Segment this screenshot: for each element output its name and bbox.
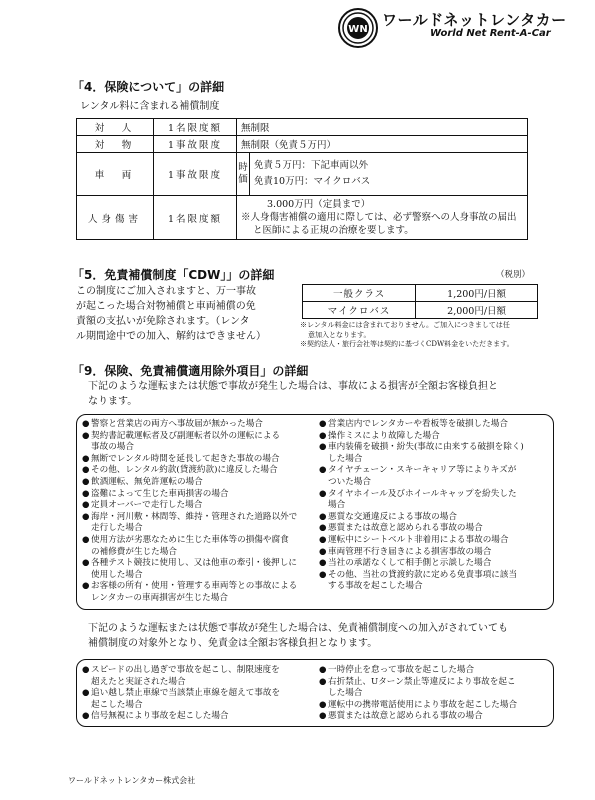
list-item — [319, 535, 551, 547]
bullet-icon: ● — [319, 534, 327, 545]
row-category: 車 両 — [77, 153, 154, 196]
list-item-line: 悪質または故意と認められる事故の場合 — [328, 523, 483, 534]
list-item-text — [91, 419, 263, 431]
list-item-line: 信号無視により事故を起こした場合 — [91, 711, 229, 722]
bullet-icon: ● — [82, 581, 90, 592]
tax-note: （税別） — [496, 270, 531, 280]
cdw-description-line: 責額の支払いが免除されます。（レンタ — [76, 316, 250, 327]
list-item — [82, 512, 314, 535]
list-item — [319, 442, 551, 465]
list-item-line: 走行した場合 — [91, 523, 143, 534]
list-item-text — [328, 677, 516, 700]
rate-label: 一般クラス — [303, 285, 416, 302]
list-item-text — [91, 581, 297, 604]
list-item-text — [91, 477, 203, 489]
list-item-text — [328, 523, 483, 535]
list-item-text — [328, 465, 516, 488]
brand-name-en: World Net Rent-A-Car — [430, 28, 551, 39]
list-item-line: スピードの出し過ぎで事故を起こし、制限速度を — [91, 665, 280, 675]
row-value — [250, 153, 528, 196]
row-value-line: 免責５万円：下記車両以外 — [254, 160, 369, 171]
list-item-line: ついた場合 — [328, 476, 371, 487]
list-item-text — [328, 442, 524, 465]
list-item-line: 定員オーバーで走行した場合 — [91, 500, 203, 511]
cdw-note: ※契約法人・旅行会社等は契約に基づくCDW料金をいただきます。 — [300, 340, 514, 348]
rate-label: マイクロバス — [303, 302, 416, 319]
list-item — [82, 477, 314, 489]
bullet-icon: ● — [319, 676, 327, 687]
exclusion-right-column — [319, 665, 551, 723]
exclusion-list-box — [76, 414, 554, 610]
cdw-notes — [300, 321, 550, 350]
bullet-icon: ● — [82, 511, 90, 522]
section4-title: 「4．保険について」の詳細 — [72, 80, 225, 94]
list-item-text — [328, 711, 483, 723]
list-item-text — [91, 454, 280, 466]
row-value-line: と医師による正規の治療を要します。 — [253, 225, 414, 236]
list-item — [319, 677, 551, 700]
list-item — [82, 489, 314, 501]
exclusion-left-column — [82, 665, 314, 723]
bullet-icon: ● — [319, 523, 327, 534]
list-item-line: 右折禁止、Uターン禁止等違反により事故を起こ — [328, 676, 516, 687]
list-item-line: タイヤチェーン・スキーキャリア等によりキズが — [328, 465, 517, 476]
row-limit-type: 1事故限度 — [154, 153, 237, 196]
list-item — [82, 688, 314, 711]
list-item-text — [91, 535, 289, 558]
section5-title: 「5．免責補償制度「CDW」」の詳細 — [72, 268, 275, 282]
section9-title: 「9．保険、免責補償適用除外項目」の詳細 — [72, 364, 309, 378]
bullet-icon: ● — [82, 488, 90, 499]
list-item — [82, 535, 314, 558]
bullet-icon: ● — [82, 430, 90, 441]
list-item-line: 悪質または故意と認められる事故の場合 — [328, 711, 483, 722]
list-item-text — [328, 512, 457, 524]
list-item-text — [91, 688, 280, 711]
row-category: 対 物 — [77, 136, 154, 153]
list-item-text — [91, 665, 280, 688]
bullet-icon: ● — [319, 546, 327, 557]
list-item — [82, 581, 314, 604]
list-item-text — [328, 558, 491, 570]
bullet-icon: ● — [82, 476, 90, 487]
row-value: 無制限（免責５万円） — [237, 136, 528, 153]
bullet-icon: ● — [319, 699, 327, 710]
section4-subtitle: レンタル料に含まれる補償制度 — [80, 101, 220, 112]
list-item-line: 海岸・河川敷・林間等、維持・管理された道路以外で — [91, 511, 298, 522]
bullet-icon: ● — [82, 711, 90, 722]
list-item-text — [328, 547, 491, 559]
row-category: 人身傷害 — [77, 196, 154, 240]
list-item — [319, 431, 551, 443]
list-item-text — [91, 711, 229, 723]
row-value-line: 3.000万円（定員まで） — [267, 199, 371, 210]
exclusion-list-box-2 — [76, 659, 554, 727]
list-item-line: 警察と営業店の両方へ事故届が無かった場合 — [91, 419, 263, 429]
bullet-icon: ● — [319, 511, 327, 522]
list-item-text — [328, 665, 474, 677]
cdw-description-line: この制度にご加入されますと、万一事故 — [76, 286, 256, 297]
bullet-icon: ● — [82, 534, 90, 545]
row-limit-type: 1名限度額 — [154, 119, 237, 136]
intro-line: 下記のような運転または状態で事故が発生した場合は、免責補償制度への加入がされていても — [88, 623, 508, 634]
list-item-line: する事故を起こした場合 — [328, 581, 423, 592]
list-item-line: 使用した場合 — [91, 569, 143, 580]
bullet-icon: ● — [82, 500, 90, 511]
bullet-icon: ● — [319, 430, 327, 441]
row-sub-label: 時価 — [237, 153, 250, 196]
bullet-icon: ● — [319, 419, 327, 429]
bullet-icon: ● — [82, 465, 90, 476]
list-item-line: お客様の所有・使用・管理する車両等との事故による — [91, 581, 298, 592]
list-item — [82, 465, 314, 477]
list-item-text — [328, 535, 508, 547]
list-item-line: 契約書記載運転者及び副運転者以外の運転による — [91, 430, 281, 441]
list-item — [82, 454, 314, 466]
row-limit-type: 1事故限度 — [154, 136, 237, 153]
list-item-text — [91, 512, 297, 535]
list-item — [319, 558, 551, 570]
list-item-line: 使用方法が劣悪なために生じた車体等の損傷や腐食 — [91, 534, 289, 545]
bullet-icon: ● — [319, 442, 327, 453]
table-row — [77, 196, 528, 240]
cdw-rate-table — [302, 284, 538, 319]
insurance-table — [76, 118, 528, 240]
bullet-icon: ● — [319, 569, 327, 580]
list-item-line: 超えたと実証された場合 — [91, 676, 186, 687]
list-item-text — [328, 570, 517, 593]
cdw-description — [76, 284, 298, 344]
logo-text: WN — [348, 24, 368, 35]
list-item-line: 運転中の携帯電話使用により事故を起こした場合 — [328, 699, 518, 710]
cdw-note: ※レンタル料金には含まれておりません。ご加入につきましては任 — [300, 321, 510, 329]
bullet-icon: ● — [319, 558, 327, 569]
bullet-icon: ● — [82, 558, 90, 569]
footer-company: ワールドネットレンタカー株式会社 — [68, 776, 196, 785]
row-value-line: 免責10万円：マイクロバス — [254, 176, 371, 187]
list-item-line: 無断でレンタル時間を延長して起きた事故の場合 — [91, 453, 280, 464]
list-item — [319, 489, 551, 512]
list-item-line: 起こした場合 — [91, 699, 143, 710]
list-item-line: 追い越し禁止車線で当該禁止車線を超えて事故を — [91, 688, 281, 699]
row-limit-type: 1名限度額 — [154, 196, 237, 240]
bullet-icon: ● — [319, 465, 327, 476]
list-item-line: その他、レンタル約款(貸渡約款)に違反した場合 — [91, 465, 278, 476]
list-item-text — [91, 558, 297, 581]
exclusion-left-column — [82, 419, 314, 605]
list-item-line: した場合 — [328, 688, 363, 699]
exclusion-right-column — [319, 419, 551, 593]
list-item — [82, 665, 314, 688]
intro-line: 補償制度の対象外となり、免責金は全額お客様負担となります。 — [88, 638, 378, 649]
list-item-line: 一時停止を怠って事故を起こした場合 — [328, 665, 475, 675]
list-item-line: 各種テスト競技に使用し、又は他車の牽引・後押しに — [91, 558, 297, 569]
list-item — [319, 570, 551, 593]
list-item — [319, 523, 551, 535]
list-item — [82, 431, 314, 454]
list-item — [82, 500, 314, 512]
intro-line: なります。 — [88, 396, 138, 407]
list-item-line: 事故の場合 — [91, 442, 134, 453]
brand-name-jp: ワールドネットレンタカー — [382, 11, 567, 29]
cdw-note: 意加入となります。 — [308, 330, 371, 339]
section9-intro — [88, 379, 558, 409]
list-item-line: 飲酒運転、無免許運転の場合 — [91, 476, 203, 487]
rate-price: 1,200円/日額 — [416, 285, 538, 302]
cdw-description-line: ル期間途中での加入、解約はできません） — [76, 331, 266, 342]
bullet-icon: ● — [82, 453, 90, 464]
list-item-line: 車両管理不行き届きによる損害事故の場合 — [328, 546, 492, 557]
list-item — [319, 700, 551, 712]
table-row — [303, 285, 538, 302]
intro-line: 下記のような運転または状態で事故が発生した場合は、事故による損害が全額お客様負担と — [88, 381, 498, 392]
bullet-icon: ● — [82, 665, 90, 675]
list-item-text — [91, 431, 280, 454]
list-item-line: 車内装備を破損・紛失(事故に由来する破損を除く) — [328, 442, 524, 453]
list-item-line: その他、当社の貸渡約款に定める免責事項に該当 — [328, 569, 518, 580]
list-item-line: 操作ミスにより故障した場合 — [328, 430, 440, 441]
table-row — [77, 119, 528, 136]
list-item — [82, 419, 314, 431]
list-item-line: の補修費が生じた場合 — [91, 546, 177, 557]
list-item — [319, 465, 551, 488]
list-item-line: 盗難によって生じた車両損害の場合 — [91, 488, 229, 499]
row-category: 対 人 — [77, 119, 154, 136]
list-item — [319, 547, 551, 559]
list-item-text — [328, 431, 440, 443]
brand-logo — [338, 8, 378, 48]
list-item — [319, 665, 551, 677]
list-item — [319, 419, 551, 431]
list-item-text — [328, 700, 517, 712]
row-value-line: ※人身傷害補償の適用に際しては、必ず警察への人身事故の届出 — [241, 212, 517, 223]
bullet-icon: ● — [82, 688, 90, 699]
rate-price: 2,000円/日額 — [416, 302, 538, 319]
bullet-icon: ● — [319, 711, 327, 722]
row-value: 無制限 — [237, 119, 528, 136]
list-item-line: 場合 — [328, 500, 346, 511]
table-row — [303, 302, 538, 319]
list-item-line: 営業店内でレンタカーや看板等を破損した場合 — [328, 419, 508, 429]
bullet-icon: ● — [82, 419, 90, 429]
list-item — [82, 558, 314, 581]
list-item-text — [328, 419, 508, 431]
list-item-line: タイヤホイール及びホイールキャップを紛失した — [328, 488, 517, 499]
table-row — [77, 153, 528, 196]
list-item — [319, 512, 551, 524]
list-item-text — [91, 500, 202, 512]
list-item-line: 運転中にシートベルト非着用による事故の場合 — [328, 534, 509, 545]
list-item-text — [328, 489, 517, 512]
list-item-line: レンタカーの車両損害が生じた場合 — [91, 592, 228, 603]
list-item-line: した場合 — [328, 453, 363, 464]
list-item — [82, 711, 314, 723]
row-value — [237, 196, 528, 240]
list-item-line: 悪質な交通違反による事故の場合 — [328, 511, 457, 522]
bullet-icon: ● — [319, 488, 327, 499]
list-item — [319, 711, 551, 723]
list-item-text — [91, 489, 229, 501]
table-row — [77, 136, 528, 153]
cdw-description-line: が起こった場合対物補償と車両補償の免 — [76, 301, 256, 312]
bullet-icon: ● — [319, 665, 327, 675]
list-item-text — [91, 465, 278, 477]
list-item-line: 当社の承諾なくして相手側と示談した場合 — [328, 558, 492, 569]
section9-intro2 — [88, 621, 558, 651]
